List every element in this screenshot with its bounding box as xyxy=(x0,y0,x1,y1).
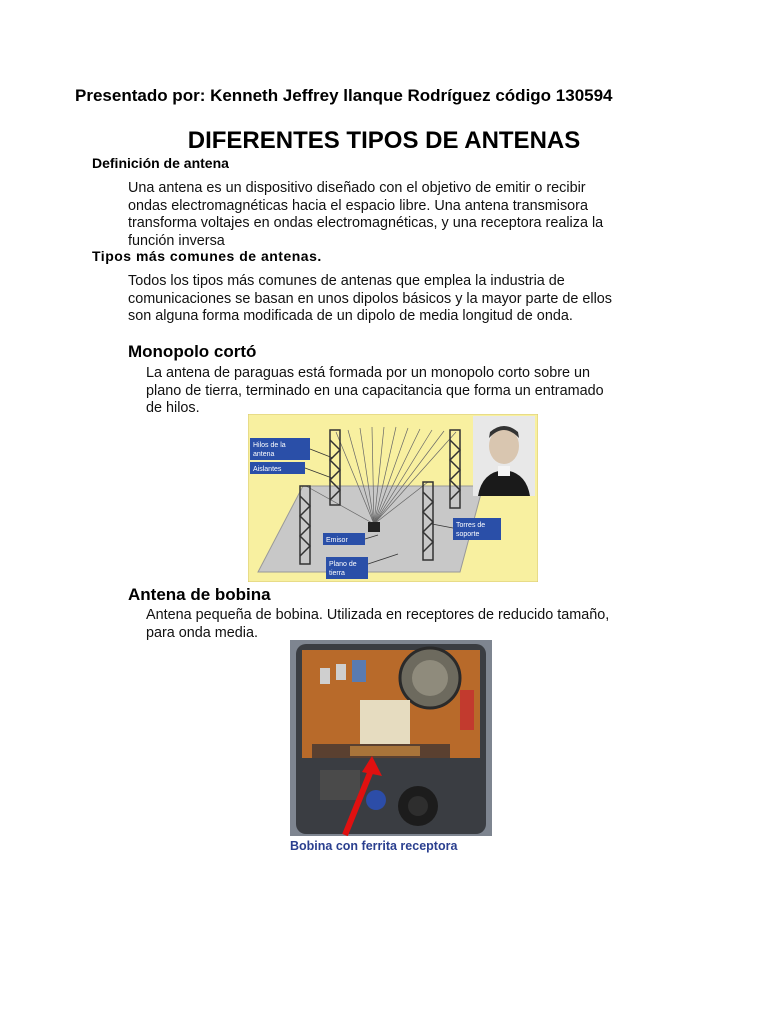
svg-text:Emisor: Emisor xyxy=(326,537,348,544)
svg-text:antena: antena xyxy=(253,451,275,458)
monopole-heading: Monopolo cortó xyxy=(128,342,257,361)
svg-text:tierra: tierra xyxy=(329,570,345,577)
text-line: transforma voltajes en ondas electromagnéticas, y una receptora realiza la xyxy=(128,215,604,231)
text-line: Antena pequeña de bobina. Utilizada en receptores de reducido tamaño, xyxy=(146,607,610,623)
umbrella-antenna-diagram xyxy=(248,414,538,582)
tuning-capacitor xyxy=(360,700,410,745)
text-line: La antena de paraguas está formada por un monopolo corto sobre un xyxy=(146,365,591,381)
portrait-photo xyxy=(473,416,535,496)
svg-text:Aislantes: Aislantes xyxy=(253,466,282,473)
coil-paragraph xyxy=(146,607,609,642)
text-line: ondas electromagnéticas hacia el espacio libre. Una antena transmisora xyxy=(128,197,588,214)
definition-heading: Definición de antena xyxy=(92,155,229,171)
text-line: comunicaciones se basan en unos dipolos básicos y la mayor parte de ellos xyxy=(128,290,612,307)
coil-heading: Antena de bobina xyxy=(128,585,271,604)
common-types-heading: Tipos más comunes de antenas. xyxy=(92,248,322,264)
text-line: Todos los tipos más comunes de antenas que emplea la industria de xyxy=(128,273,565,289)
svg-text:Hilos de la: Hilos de la xyxy=(253,442,286,449)
page-title: DIFERENTES TIPOS DE ANTENAS xyxy=(187,127,581,154)
common-types-paragraph xyxy=(128,273,612,326)
coil-caption: Bobina con ferrita receptora xyxy=(290,839,458,853)
monopole-paragraph xyxy=(146,365,604,418)
svg-text:soporte: soporte xyxy=(456,531,480,538)
emitter-box xyxy=(368,522,380,532)
definition-paragraph xyxy=(128,180,603,250)
text-line: de hilos. xyxy=(146,400,200,416)
author-line: Presentado por: Kenneth Jeffrey llanque Rodríguez código 130594 xyxy=(75,86,613,105)
coil-radio-photo xyxy=(290,640,492,856)
svg-text:Torres de: Torres de xyxy=(456,522,486,529)
text-line: plano de tierra, terminado en una capacitancia que forma un entramado xyxy=(146,382,604,399)
text-line: para onda media. xyxy=(146,624,259,641)
text-line: función inversa xyxy=(128,232,225,249)
text-line: son alguna forma modificada de un dipolo de media longitud de onda. xyxy=(128,308,573,324)
text-line: Una antena es un dispositivo diseñado con el objetivo de emitir o recibir xyxy=(128,180,586,196)
svg-text:Plano de: Plano de xyxy=(329,561,357,568)
